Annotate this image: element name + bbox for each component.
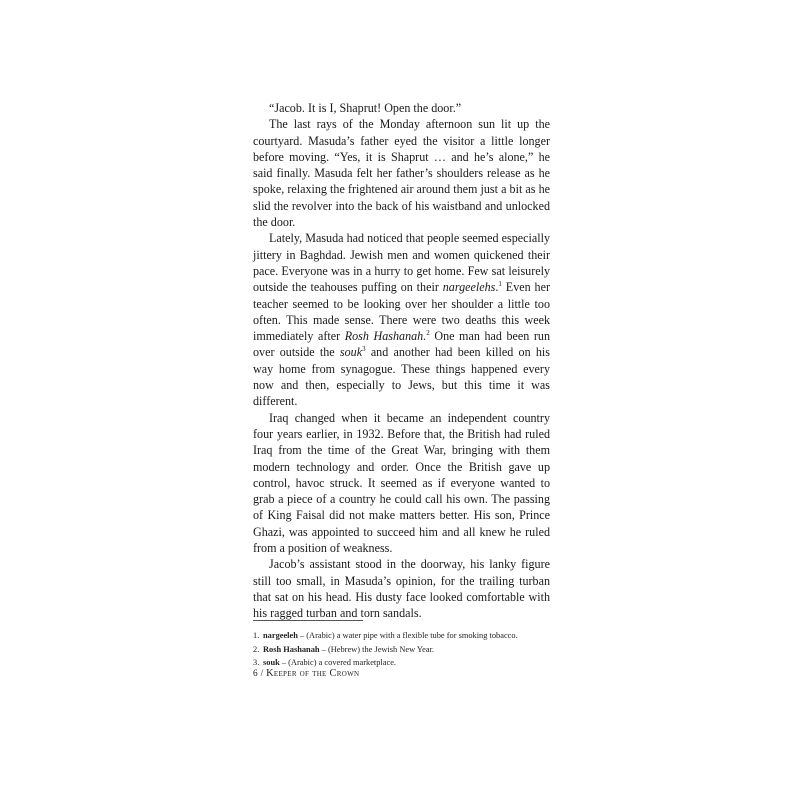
folio-separator: / [260, 669, 264, 679]
footnote-definition: – (Arabic) a covered marketplace. [281, 658, 397, 667]
footnote-number: 3. [253, 658, 260, 667]
paragraph-assistant: Jacob’s assistant stood in the doorway, his lanky figure still too small, in Masuda’s opinion, for the trailing turban that sat on his head. His dusty face looked comfortable with his ragged turban and torn sandals. [253, 557, 550, 621]
footnote-item [253, 630, 550, 642]
folio-page-number: 6 [253, 669, 258, 679]
italic-term: Rosh Hashanah. [344, 329, 427, 344]
page-footer-folio [253, 668, 359, 679]
footnote-number: 1. [253, 631, 260, 640]
footnote-item [253, 657, 550, 669]
footnote-definition: – (Arabic) a water pipe with a flexible tube for smoking tobacco. [299, 631, 518, 640]
footnote-number: 2. [253, 644, 260, 654]
footnote-term: nargeeleh [263, 631, 298, 640]
footnote-term: Rosh Hashanah [263, 644, 320, 654]
footnote-reference[interactable]: 1 [498, 280, 502, 289]
folio-book-title: Keeper of the Crown [266, 668, 360, 679]
footnote-term: souk [263, 658, 280, 667]
footnote-reference[interactable]: 3 [362, 345, 366, 354]
italic-term: nargeelehs [442, 280, 496, 295]
footnote-item [253, 644, 550, 656]
footnote-reference[interactable]: 2 [426, 329, 430, 338]
italic-term: souk [339, 345, 363, 360]
footnote-definition: – (Hebrew) the Jewish New Year. [321, 644, 434, 654]
paragraph-dialogue: “Jacob. It is I, Shaprut! Open the door.” [269, 101, 462, 115]
paragraph-baghdad: Lately, Masuda had noticed that people seemed especially jittery in Baghdad. Jewish men and women quickened their pace. Everyone was in a hurry to get home. Few sat leisurely outside the teahouses puffing on their nargeelehs.$^1$ Even her teacher seemed to be looking over her shoulder a little too often. This made sense. There were two deaths this week immediately after Rosh Hashanah.$^2$ One man had been run over outside the souk$^3$ and another had been killed on his way home from synagogue. These things happened every now and then, especially to Jews, but this time it was different. [253, 231, 550, 409]
body-text-column [253, 100, 550, 622]
footnote-separator-rule [253, 620, 363, 621]
paragraph-iraq-history: Iraq changed when it became an independent country four years earlier, in 1932. Before that, the British had ruled Iraq from the time of the Great War, bringing with them modern technology and order. Once the British gave up control, havoc struck. It seemed as if everyone wanted to grab a piece of a country he could call his own. The passing of King Faisal did not make matters better. His son, Prince Ghazi, was appointed to succeed him and all knew he ruled from a position of weakness. [253, 410, 550, 556]
footnotes-block [253, 630, 550, 671]
paragraph-courtyard: The last rays of the Monday afternoon sun lit up the courtyard. Masuda’s father eyed the visitor a little longer before moving. “Yes, it is Shaprut … and he’s alone,” he said finally. Masuda felt her father’s shoulders release as he spoke, relaxing the frightened air around them just a bit as he slid the revolver into the back of his waistband and unlocked the door. [253, 117, 550, 230]
